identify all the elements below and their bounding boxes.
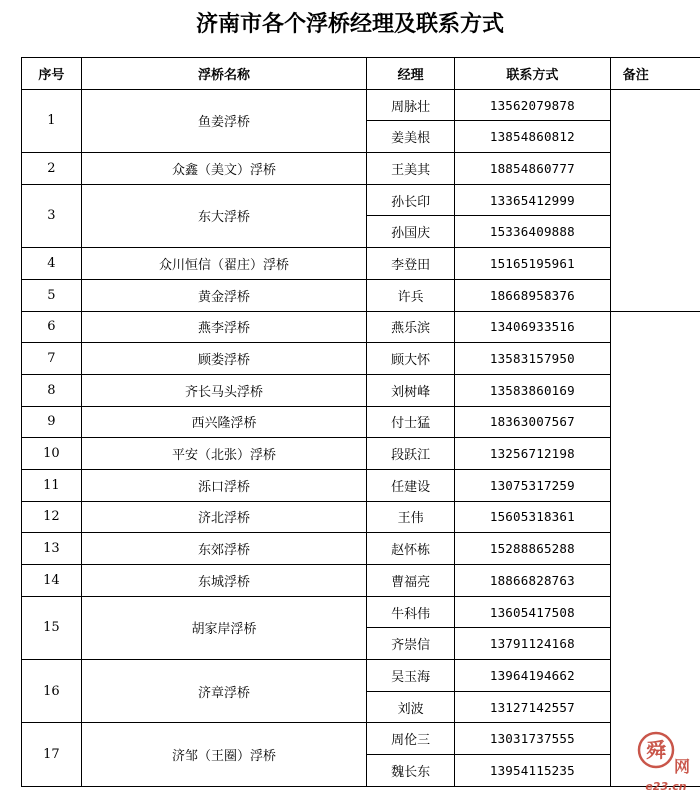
phone-number: 13605417508 <box>455 596 611 628</box>
bridge-name: 顾娄浮桥 <box>81 343 366 375</box>
phone-number: 13791124168 <box>455 628 611 660</box>
phone-number: 13031737555 <box>455 723 611 755</box>
watermark-logo <box>635 730 697 794</box>
table-row <box>22 374 700 406</box>
e23-logo-icon <box>635 730 697 794</box>
row-index: 16 <box>22 660 82 723</box>
watermark-text: 网 <box>673 757 691 776</box>
bridge-name: 鱼姜浮桥 <box>81 89 366 152</box>
row-index: 1 <box>22 89 82 152</box>
phone-number: 18363007567 <box>455 406 611 438</box>
phone-number: 15605318361 <box>455 501 611 533</box>
phone-number: 13583157950 <box>455 343 611 375</box>
table-row <box>22 89 700 121</box>
manager-name: 刘树峰 <box>367 374 455 406</box>
page-title: 济南市各个浮桥经理及联系方式 <box>195 11 504 37</box>
bridge-name: 济邹（王圈）浮桥 <box>81 723 366 786</box>
manager-name: 付士猛 <box>367 406 455 438</box>
manager-name: 任建设 <box>367 469 455 501</box>
bridge-name: 东城浮桥 <box>81 565 366 597</box>
bridge-name: 东郊浮桥 <box>81 533 366 565</box>
table-row <box>22 153 700 185</box>
phone-number: 13954115235 <box>455 755 611 787</box>
table-row <box>22 565 700 597</box>
row-index: 5 <box>22 279 82 311</box>
table-row <box>22 469 700 501</box>
table-row <box>22 279 700 311</box>
phone-number: 18668958376 <box>455 279 611 311</box>
header-remark: 备注 <box>610 58 700 90</box>
manager-name: 孙长印 <box>367 184 455 216</box>
row-index: 2 <box>22 153 82 185</box>
remark-cell <box>610 89 700 311</box>
table-row <box>22 343 700 375</box>
manager-name: 许兵 <box>367 279 455 311</box>
phone-number: 15288865288 <box>455 533 611 565</box>
bridge-name: 西兴隆浮桥 <box>81 406 366 438</box>
bridge-name: 胡家岸浮桥 <box>81 596 366 659</box>
header-contact: 联系方式 <box>455 58 611 90</box>
table-row <box>22 248 700 280</box>
phone-number: 13365412999 <box>455 184 611 216</box>
phone-number: 18854860777 <box>455 153 611 185</box>
table-row <box>22 184 700 216</box>
row-index: 15 <box>22 596 82 659</box>
row-index: 7 <box>22 343 82 375</box>
bridge-table <box>21 57 700 787</box>
header-manager: 经理 <box>367 58 455 90</box>
table-row <box>22 311 700 343</box>
table-row <box>22 501 700 533</box>
bridge-name: 众川恒信（翟庄）浮桥 <box>81 248 366 280</box>
table-header-row <box>22 58 700 90</box>
row-index: 9 <box>22 406 82 438</box>
manager-name: 孙国庆 <box>367 216 455 248</box>
phone-number: 13562079878 <box>455 89 611 121</box>
manager-name: 顾大怀 <box>367 343 455 375</box>
phone-number: 18866828763 <box>455 565 611 597</box>
bridge-name: 众鑫（美文）浮桥 <box>81 153 366 185</box>
phone-number: 13406933516 <box>455 311 611 343</box>
phone-number: 15165195961 <box>455 248 611 280</box>
manager-name: 魏长东 <box>367 755 455 787</box>
row-index: 4 <box>22 248 82 280</box>
row-index: 12 <box>22 501 82 533</box>
phone-number: 13127142557 <box>455 691 611 723</box>
bridge-name: 齐长马头浮桥 <box>81 374 366 406</box>
header-name: 浮桥名称 <box>81 58 366 90</box>
bridge-name: 黄金浮桥 <box>81 279 366 311</box>
manager-name: 王伟 <box>367 501 455 533</box>
row-index: 6 <box>22 311 82 343</box>
manager-name: 李登田 <box>367 248 455 280</box>
table-row <box>22 438 700 470</box>
seal-glyph: 舜 <box>646 738 666 762</box>
remark-cell <box>610 311 700 786</box>
table-row <box>22 596 700 628</box>
bridge-name: 泺口浮桥 <box>81 469 366 501</box>
manager-name: 周脉壮 <box>367 89 455 121</box>
bridge-name: 东大浮桥 <box>81 184 366 247</box>
row-index: 17 <box>22 723 82 786</box>
phone-number: 13854860812 <box>455 121 611 153</box>
manager-name: 周伦三 <box>367 723 455 755</box>
manager-name: 姜美根 <box>367 121 455 153</box>
manager-name: 段跃江 <box>367 438 455 470</box>
table-body <box>22 89 700 786</box>
phone-number: 13075317259 <box>455 469 611 501</box>
table-row <box>22 723 700 755</box>
row-index: 10 <box>22 438 82 470</box>
manager-name: 燕乐滨 <box>367 311 455 343</box>
row-index: 14 <box>22 565 82 597</box>
manager-name: 刘波 <box>367 691 455 723</box>
phone-number: 13583860169 <box>455 374 611 406</box>
table-row <box>22 533 700 565</box>
manager-name: 曹福亮 <box>367 565 455 597</box>
bridge-name: 燕李浮桥 <box>81 311 366 343</box>
table-row <box>22 660 700 692</box>
table-row <box>22 406 700 438</box>
bridge-name: 济北浮桥 <box>81 501 366 533</box>
manager-name: 王美其 <box>367 153 455 185</box>
row-index: 3 <box>22 184 82 247</box>
phone-number: 15336409888 <box>455 216 611 248</box>
manager-name: 吴玉海 <box>367 660 455 692</box>
row-index: 13 <box>22 533 82 565</box>
manager-name: 齐崇信 <box>367 628 455 660</box>
header-index: 序号 <box>22 58 82 90</box>
manager-name: 赵怀栋 <box>367 533 455 565</box>
phone-number: 13256712198 <box>455 438 611 470</box>
bridge-name: 济章浮桥 <box>81 660 366 723</box>
watermark-domain: e23.cn <box>645 780 687 793</box>
bridge-name: 平安（北张）浮桥 <box>81 438 366 470</box>
row-index: 8 <box>22 374 82 406</box>
manager-name: 牛科伟 <box>367 596 455 628</box>
phone-number: 13964194662 <box>455 660 611 692</box>
row-index: 11 <box>22 469 82 501</box>
